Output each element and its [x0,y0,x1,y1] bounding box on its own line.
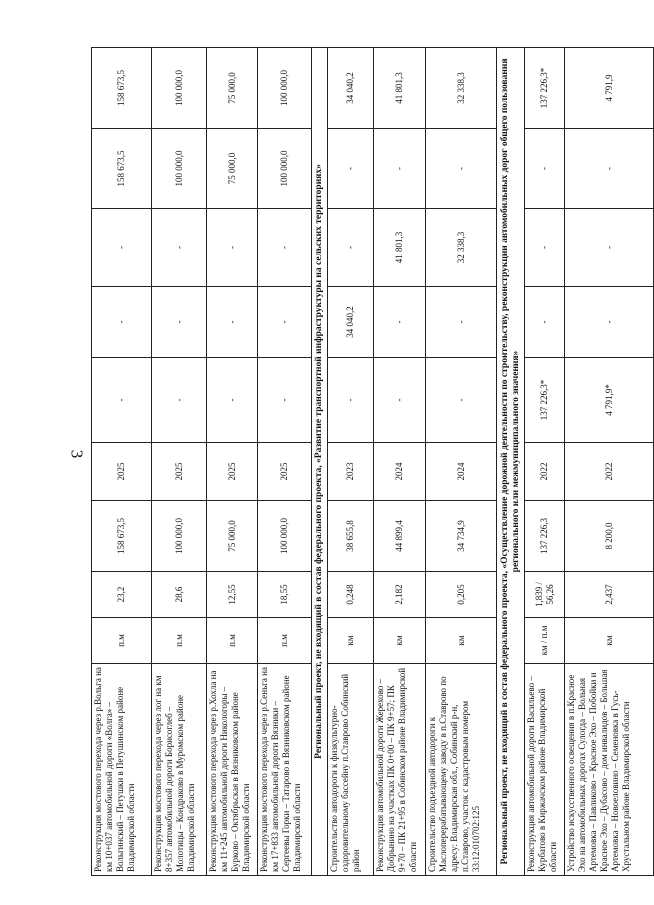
value-4: 158 673,5 [92,129,152,209]
year: 2022 [565,443,654,501]
value-2: - [374,287,426,358]
section-title: Региональный проект, не входящий в состав федерального проекта, «Развитие транспортной инфраструктуры на сельских территориях» [312,48,328,876]
unit: км [426,618,497,664]
capacity: 12,55 [207,572,258,618]
year: 2025 [92,443,152,501]
value-2: - [92,287,152,358]
value-1: - [328,358,374,443]
capacity: 0,248 [328,572,374,618]
unit: км [374,618,426,664]
object-name: Реконструкция автомобильной дороги Жерехово – Добрынино на участках ПК 0+00 – ПК 9+57; ПК 9+70 – ПК 21+95 в Собинском районе Владимирской области [374,664,426,876]
cost: 34 734,9 [426,501,497,572]
total: 32 338,3 [426,48,497,129]
object-name: Реконструкция автомобильной дороги Васильево – Курбатово в Киржачском районе Владимирской области [525,664,565,876]
capacity: 2,182 [374,572,426,618]
cost: 100 000,0 [258,501,312,572]
value-3: - [207,209,258,287]
total: 41 801,3 [374,48,426,129]
value-2: - [152,287,207,358]
unit: п.м [207,618,258,664]
value-1: - [258,358,312,443]
value-3: - [328,209,374,287]
value-3: - [92,209,152,287]
table-row [152,48,207,876]
value-1: - [92,358,152,443]
year: 2024 [374,443,426,501]
value-4: - [426,129,497,209]
capacity: 28,6 [152,572,207,618]
value-1: - [152,358,207,443]
cost: 137 226,3 [525,501,565,572]
year: 2022 [525,443,565,501]
value-3: - [152,209,207,287]
value-2: - [525,287,565,358]
cost: 44 899,4 [374,501,426,572]
table-row [565,48,654,876]
cost: 100 000,0 [152,501,207,572]
year: 2025 [152,443,207,501]
object-name: Строительство автодороги к физкультурно-оздоровительному бассейну п.Ставрово Собинский район [328,664,374,876]
unit: п.м [258,618,312,664]
object-name: Реконструкция мостового перехода через р.Хохла на км 11+245 автомобильной дороги Никологоры – Бурково – Октябрьская в Вязниковском районе Владимирской области [207,664,258,876]
value-4: - [328,129,374,209]
year: 2024 [426,443,497,501]
cost: 38 655,8 [328,501,374,572]
value-2: - [426,287,497,358]
total: 100 000,0 [258,48,312,129]
total: 34 040,2 [328,48,374,129]
objects-table [91,47,654,876]
capacity: 23,2 [92,572,152,618]
value-3: 41 801,3 [374,209,426,287]
section-title: Региональный проект, не входящий в состав федерального проекта, «Осуществление дорожной деятельности по строительству, реконструкции автомобильных дорог общего пользования регионального или межмуниципального значения» [497,48,525,876]
cost: 75 000,0 [207,501,258,572]
capacity: 2,437 [565,572,654,618]
value-1: 137 226,3* [525,358,565,443]
cost: 8 200,0 [565,501,654,572]
value-4: - [374,129,426,209]
section-header-rural [312,48,328,876]
table-row [258,48,312,876]
unit: км [328,618,374,664]
table-row [328,48,374,876]
year: 2025 [207,443,258,501]
unit: п.м [152,618,207,664]
capacity: 1,839 / 56,26 [525,572,565,618]
table-row [426,48,497,876]
value-4: - [565,129,654,209]
cost: 158 673,5 [92,501,152,572]
table-row [374,48,426,876]
unit: км / п.м [525,618,565,664]
value-2: 34 040,2 [328,287,374,358]
value-1: - [426,358,497,443]
unit: км [565,618,654,664]
table-container [91,48,631,876]
value-2: - [258,287,312,358]
value-2: - [565,287,654,358]
value-1: 4 791,9* [565,358,654,443]
object-name: Реконструкция мостового перехода через лог на км 8+357 автомобильной дороги Борисоглеб – Молотицы – Кондраково в Муромском районе Владимирской области [152,664,207,876]
value-4: - [525,129,565,209]
value-2: - [207,287,258,358]
page-number: 3 [67,449,87,459]
value-1: - [207,358,258,443]
value-3: - [525,209,565,287]
value-4: 100 000,0 [152,129,207,209]
value-3: 32 338,3 [426,209,497,287]
object-name: Устройство искусственного освещения в п.Красное Эхо на автомобильных дорогах Сулогда – Вольная Артемовка – Павликово – Красное Эхо – Побойки и Красное Эхо – Дубасово – дом инвалидов – Большая Артемовка – Новоеловино – Семеновка в Гусь-Хрустальном районе Владимирской области [565,664,654,876]
value-4: 75 000,0 [207,129,258,209]
total: 137 226,3* [525,48,565,129]
total: 75 000,0 [207,48,258,129]
table-row [525,48,565,876]
table-row [92,48,152,876]
object-name: Строительство подъездной автодороги к Маслоперерабатывающему заводу в п.Ставрово по адресу: Владимирская обл., Собинский р-н, п.Ставрово, участок с кадастровым номером 33:12:010702:125 [426,664,497,876]
capacity: 18,55 [258,572,312,618]
value-4: 100 000,0 [258,129,312,209]
total: 158 673,5 [92,48,152,129]
capacity: 0,205 [426,572,497,618]
value-1: - [374,358,426,443]
total: 4 791,9 [565,48,654,129]
value-3: - [565,209,654,287]
object-name: Реконструкция мостового перехода через р.Сеньга на км 17+833 автомобильной дороги Вязники – Сергеевы Горки – Татарово в Вязниковском районе Владимирской области [258,664,312,876]
unit: п.м [92,618,152,664]
year: 2023 [328,443,374,501]
total: 100 000,0 [152,48,207,129]
value-3: - [258,209,312,287]
year: 2025 [258,443,312,501]
table-row [207,48,258,876]
section-header-regional-roads [497,48,525,876]
object-name: Реконструкция мостового перехода через р.Вольга на км 10+037 автомобильной дороги «Волга» – Вольгинский – Петушки в Петушинском районе Владимирской области [92,664,152,876]
